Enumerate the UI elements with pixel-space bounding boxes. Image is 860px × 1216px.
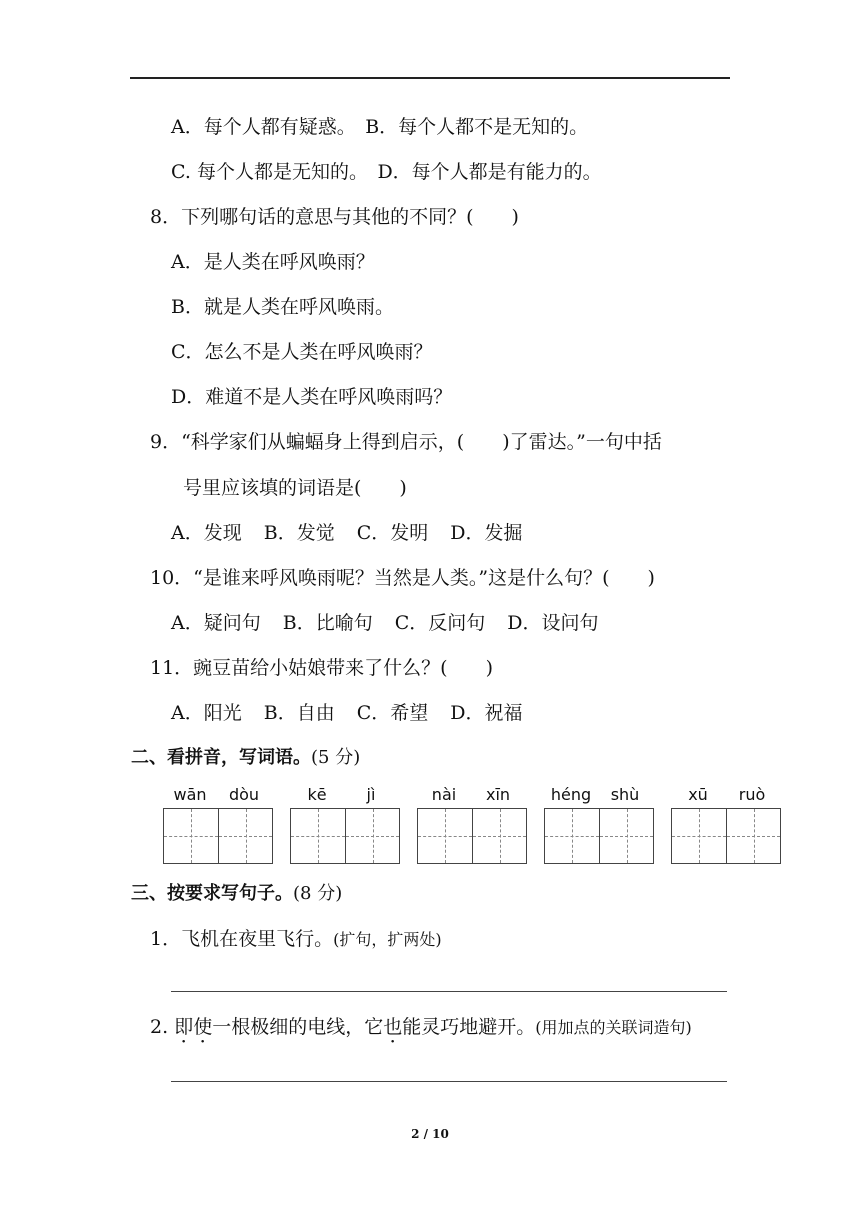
page-number: 2 / 10 bbox=[411, 1127, 449, 1141]
q11-stem: 11．豌豆苗给小姑娘带来了什么？( ) bbox=[150, 657, 494, 679]
writing-cell[interactable] bbox=[418, 809, 472, 863]
writing-cell[interactable] bbox=[672, 809, 726, 863]
q10-stem: 10．“是谁来呼风唤雨呢？当然是人类。”这是什么句？( ) bbox=[150, 567, 655, 589]
pinyin-syllable: kē bbox=[307, 785, 327, 804]
section3-heading bbox=[131, 882, 342, 906]
section2-title: 二、看拼音，写词语。 bbox=[131, 747, 311, 768]
emphasis-char-ji: 即 bbox=[174, 1016, 194, 1038]
section3-score: (8 分) bbox=[293, 883, 343, 904]
writing-grid[interactable] bbox=[290, 808, 400, 864]
q10-option-a: A．疑问句 bbox=[171, 612, 261, 634]
writing-cell[interactable] bbox=[726, 809, 780, 863]
q10-option-b: B．比喻句 bbox=[282, 612, 373, 634]
s3-item1-note: (扩句，扩两处) bbox=[333, 930, 442, 949]
pinyin-syllable: ruò bbox=[738, 785, 766, 804]
s3-item2-end: 能灵巧地避开。 bbox=[402, 1016, 536, 1038]
pinyin-syllable: wān bbox=[173, 785, 207, 804]
writing-grid[interactable] bbox=[163, 808, 273, 864]
q9-options bbox=[171, 521, 522, 545]
emphasis-char-ye: 也 bbox=[383, 1016, 403, 1038]
writing-cell[interactable] bbox=[218, 809, 272, 863]
answer-line-1[interactable] bbox=[171, 991, 727, 992]
q11-option-a: A．阳光 bbox=[171, 702, 242, 724]
pinyin-syllable: nài bbox=[431, 785, 457, 804]
q11-option-b: B．自由 bbox=[263, 702, 335, 724]
section2-score: (5 分) bbox=[311, 747, 361, 768]
q11-options bbox=[171, 701, 522, 725]
q8-option-d: D．难道不是人类在呼风唤雨吗？ bbox=[171, 386, 453, 408]
pinyin-syllable: jì bbox=[366, 785, 376, 804]
q10-option-d: D．设问句 bbox=[507, 612, 599, 634]
pinyin-syllable: shù bbox=[610, 785, 640, 804]
writing-grid[interactable] bbox=[544, 808, 654, 864]
q9-stem-line1: 9．“科学家们从蝙蝠身上得到启示，( )了雷达。”一句中括 bbox=[150, 431, 662, 453]
q7-options-row1: A．每个人都有疑惑。 B．每个人都不是无知的。 bbox=[171, 116, 589, 138]
q10-options bbox=[171, 611, 598, 635]
s3-item1 bbox=[150, 927, 442, 952]
s3-item2 bbox=[150, 1015, 692, 1040]
pinyin-syllable: héng bbox=[550, 785, 592, 804]
s3-item2-note: (用加点的关联词造句) bbox=[535, 1018, 692, 1037]
writing-cell[interactable] bbox=[599, 809, 653, 863]
s3-item1-text: 1．飞机在夜里飞行。 bbox=[150, 928, 334, 950]
q8-option-b: B．就是人类在呼风唤雨。 bbox=[171, 296, 394, 318]
s3-item2-middle: 一根极细的电线，它 bbox=[212, 1016, 384, 1038]
writing-cell[interactable] bbox=[545, 809, 599, 863]
q9-option-b: B．发觉 bbox=[263, 522, 335, 544]
writing-cell[interactable] bbox=[291, 809, 345, 863]
q9-stem-line2: 号里应该填的词语是( ) bbox=[183, 477, 407, 499]
writing-grid[interactable] bbox=[417, 808, 527, 864]
pinyin-syllable: dòu bbox=[228, 785, 260, 804]
writing-cell[interactable] bbox=[472, 809, 526, 863]
q7-options-row2: C. 每个人都是无知的。 D．每个人都是有能力的。 bbox=[171, 161, 602, 183]
s3-item2-number: 2. bbox=[150, 1016, 169, 1038]
emphasis-char-shi: 使 bbox=[193, 1016, 213, 1038]
q9-option-c: C．发明 bbox=[356, 522, 429, 544]
writing-grid[interactable] bbox=[671, 808, 781, 864]
writing-cell[interactable] bbox=[164, 809, 218, 863]
q11-option-d: D．祝福 bbox=[450, 702, 523, 724]
answer-line-2[interactable] bbox=[171, 1081, 727, 1082]
q9-option-a: A．发现 bbox=[171, 522, 242, 544]
header-rule bbox=[130, 77, 730, 79]
pinyin-syllable: xū bbox=[688, 785, 708, 804]
pinyin-syllable: xīn bbox=[485, 785, 511, 804]
q8-stem: 8．下列哪句话的意思与其他的不同？( ) bbox=[150, 206, 519, 228]
q9-option-d: D．发掘 bbox=[450, 522, 523, 544]
section2-heading bbox=[131, 746, 360, 770]
writing-cell[interactable] bbox=[345, 809, 399, 863]
q11-option-c: C．希望 bbox=[356, 702, 429, 724]
q8-option-c: C．怎么不是人类在呼风唤雨？ bbox=[171, 341, 433, 363]
q10-option-c: C．反问句 bbox=[394, 612, 486, 634]
q8-option-a: A．是人类在呼风唤雨？ bbox=[171, 251, 375, 273]
section3-title: 三、按要求写句子。 bbox=[131, 883, 293, 904]
